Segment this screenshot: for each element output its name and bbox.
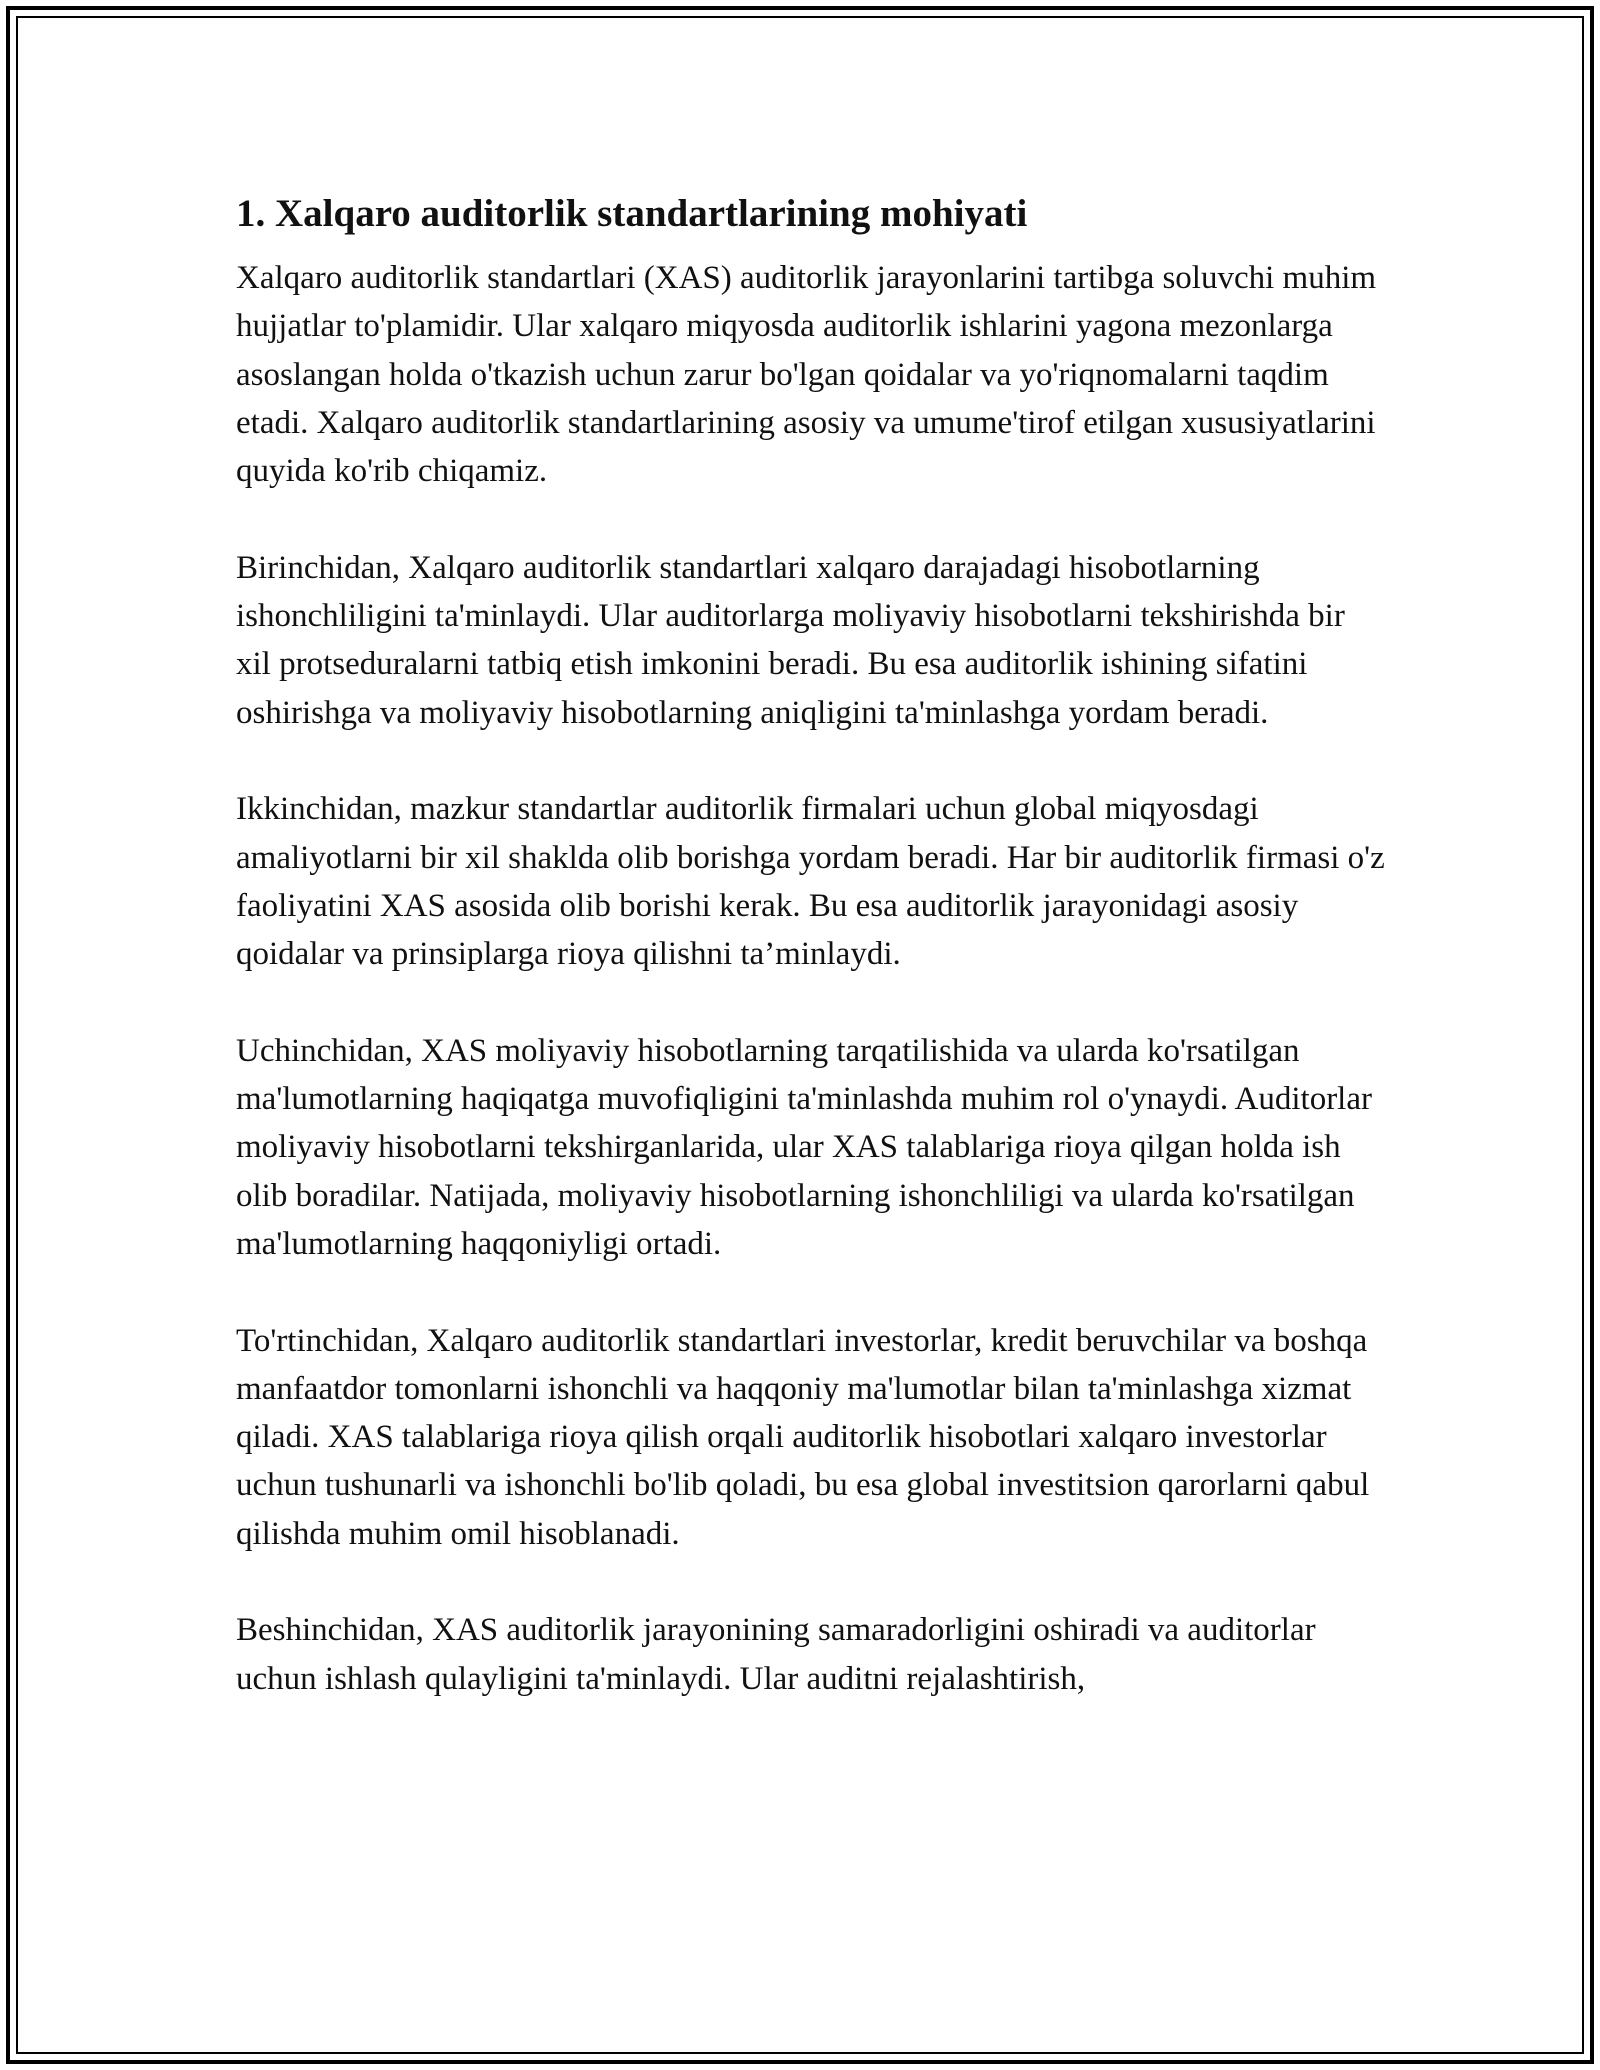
- section-heading: 1. Xalqaro auditorlik standartlarining mohiyati: [236, 192, 1028, 235]
- paragraph-intro: Xalqaro auditorlik standartlari (XAS) auditorlik jarayonlarini tartibga soluvchi muhim hujjatlar to'plamidir. Ular xalqaro miqyosda auditorlik ishlarini yagona mezonlarga asoslangan holda o'tkazish uchun zarur bo'lgan qoidalar va yo'riqnomalarni taqdim etadi. Xalqaro auditorlik standartlarining asosiy va umume'tirof etilgan xususiyatlarini quyida ko'rib chiqamiz.: [236, 260, 1377, 490]
- paragraph-second: Ikkinchidan, mazkur standartlar auditorlik firmalari uchun global miqyosdagi amaliyotlarni bir xil shakldа olib borishga yordam beradi. Har bir auditorlik firmasi o'z faoliyatini XAS asosida olib borishi kerak. Bu esa auditorlik jarayonidagi asosiy qoidalar va prinsiplarga rioya qilishni ta’minlaydi.: [236, 791, 1385, 973]
- paragraph-fifth: Beshinchidan, XAS auditorlik jarayonining samaradorligini oshiradi va auditorlar uchun ishlash qulayligini ta'minlaydi. Ular auditni rejalashtirish,: [236, 1612, 1316, 1697]
- document-body: [236, 186, 1386, 1751]
- paragraph-fourth: To'rtinchidan, Xalqaro auditorlik standartlari investorlar, kredit beruvchilar va boshqa manfaatdor tomonlarni ishonchli va haqqoniy ma'lumotlar bilan ta'minlashga xizmat qiladi. XAS talablariga rioya qilish orqali auditorlik hisobotlari xalqaro investorlar uchun tushunarli va ishonchli bo'lib qoladi, bu esa global investitsion qarorlarni qabul qilishda muhim omil hisoblanadi.: [236, 1322, 1370, 1552]
- paragraph-third: Uchinchidan, XAS moliyaviy hisobotlarning tarqatilishida va ularda ko'rsatilgan ma'lumotlarning haqiqatga muvofiqligini ta'minlashda muhim rol o'ynaydi. Auditorlar moliyaviy hisobotlarni tekshirganlarida, ular XAS talablariga rioya qilgan holda ish olib boradilar. Natijada, moliyaviy hisobotlarning ishonchliligi va ularda ko'rsatilgan ma'lumotlarning haqqoniyligi ortadi.: [236, 1032, 1372, 1262]
- paragraph-first: Birinchidan, Xalqaro auditorlik standartlari xalqaro darajadagi hisobotlarning ishonchliligini ta'minlaydi. Ular auditorlarga moliyaviy hisobotlarni tekshirishda bir xil protseduralarni tatbiq etish imkonini beradi. Bu esa auditorlik ishining sifatini oshirishga va moliyaviy hisobotlarning aniqligini ta'minlashga yordam beradi.: [236, 549, 1345, 731]
